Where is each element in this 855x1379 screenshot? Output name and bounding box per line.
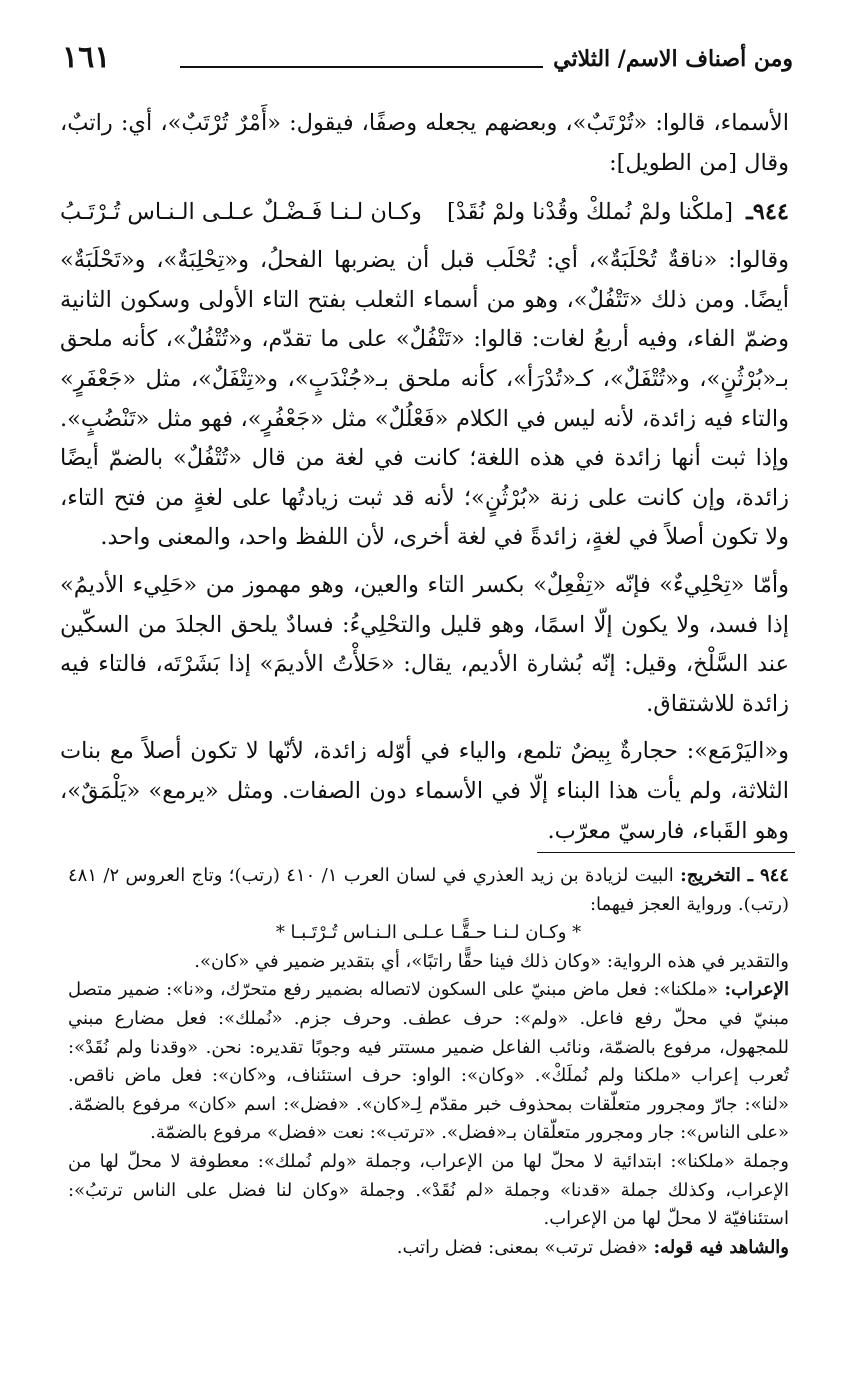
- paragraph-4: و«اليَرْمَع»: حجارةٌ بِيضٌ تلمع، والياء في أوّله زائدة، لأنّها لا تكون أصلاً مع بنات الثلاثة، ولم يأت هذا البناء إلّا في الأسماء دون الصفات. ومثل «يرمع» «يَلْمَقٌ»، وهو القَباء، فارسيّ معرّب.: [60, 738, 789, 844]
- main-text: [60, 104, 789, 851]
- irab-label: الإعراب:: [724, 979, 789, 1001]
- footnote-taqdir: والتقدير في هذه الرواية: «وكان ذلك فينا حقًّا راتبًا»، أي بتقدير ضمير في «كان».: [194, 950, 789, 972]
- footnote-rule: [537, 852, 795, 853]
- chapter-title: ومن أصناف الاسم/ الثلاثي: [553, 46, 793, 72]
- verse-first-hemistich: [ملكْنا ولمْ نُملكْ وقُدْنا ولمْ نُقَدْ]: [447, 199, 733, 226]
- running-header: [62, 40, 793, 84]
- paragraph-1: الأسماء، قالوا: «تُرْتَبٌ»، وبعضهم يجعله وصفًا، فيقول: «أَمْرٌ تُرْتَبٌ»، أي: راتبٌ، وقال [من الطويل]:: [60, 110, 789, 176]
- irab-text: «ملكنا»: فعل ماض مبنيّ على السكون لاتصاله بضمير رفع متحرّك، و«نا»: ضمير متصل مبنيّ في محلّ رفع فاعل. «ولم»: حرف عطف. وحرف جزم. «نُملك»: فعل مضارع مبني للمجهول، مرفوع بالضمّة، ونائب الفاعل ضمير مستتر فيه وجوبًا تقديره: نحن. «وقدنا ولم نُقَدْ»: تُعرب إعراب «ملكنا ولم نُملَكْ». «وكان»: الواو: حرف استئناف، و«كان»: فعل ماض ناقص. «لنا»: جارّ ومجرور متعلّقات بمحذوف خبر مقدّم لِـ«كان». «فضل»: اسم «كان» مرفوع بالضمّة. «على الناس»: جار ومجرور متعلّقان بـ«فضل». «ترتب»: نعت «فضل» مرفوع بالضمّة.: [68, 979, 789, 1144]
- footnote-takhrij-text: البيت لزيادة بن زيد العذري في لسان العرب ١/ ٤١٠ (رتب)؛ وتاج العروس ٢/ ٤٨١ (رتب). ورواية العجز فيهما:: [68, 865, 789, 915]
- footnote-label: ٩٤٤ ـ التخريج:: [680, 865, 789, 886]
- footnote-shahid: [68, 1234, 789, 1263]
- footnote-irab: [68, 976, 789, 1148]
- header-rule: [180, 66, 543, 68]
- page-number: ١٦١: [62, 40, 111, 75]
- footnote: [68, 862, 789, 1262]
- paragraph-3: وأمّا «تِحْلِيءٌ» فإنّه «تِفْعِلٌ» بكسر التاء والعين، وهو مهموز من «حَلِيء الأديمُ» إذا فسد، ولا يكون إلّا اسمًا، وهو قليل والتحْلِيءُ: فسادٌ يلحق الجلدَ من السكّين عند السَّلْخ، وقيل: إنّه بُشارة الأديم، يقال: «حَلأْتُ الأديمَ» إذا بَشَرْتَه، فالتاء فيه زائدة للاشتقاق.: [60, 571, 789, 717]
- verse-number: ٩٤٤ـ: [746, 199, 789, 226]
- shahid-text: «فضل ترتب» بمعنى: فضل راتب.: [396, 1236, 648, 1258]
- footnote-jumal: وجملة «ملكنا»: ابتدائية لا محلّ لها من الإعراب، وجملة «ولم نُملك»: معطوفة لا محلّ لها من الإعراب، وكذلك جملة «قدنا» وجملة «لم نُقَدْ». وجملة «وكان لنا فضل على الناس ترتبُ»: استئنافيّة لا محلّ لها من الإعراب.: [68, 1150, 789, 1230]
- footnote-variant-verse: * وكـان لـنـا حـقًّـا عـلـى الـنـاس تُـرْتَـبـا *: [275, 922, 582, 944]
- verse-944: [60, 191, 789, 233]
- shahid-label: والشاهد فيه قوله:: [653, 1236, 789, 1258]
- paragraph-2: وقالوا: «ناقةٌ تُحْلَبَةٌ»، أي: تُحْلَب قبل أن يضربها الفحلُ، و«تِحْلِبَةٌ»، و«تَحْلَبَةٌ» أيضًا. ومن ذلك «تَتْفُلٌ»، وهو من أسماء الثعلب بفتح التاء الأولى وسكون الثانية وضمّ الفاء، وفيه أربعُ لغات: قالوا: «تَتْفُلٌ» على ما تقدّم، و«تُتْفُلٌ»، كأنه ملحق بـ«بُرْثُنٍ»، و«تُتْفَلٌ»، كـ«تُدْرَأ»، كأنه ملحق بـ«جُنْدَبٍ»، و«تِتْفَلٌ»، مثل «جَعْفَرٍ» والتاء فيه زائدة، لأنه ليس في الكلام «فَعْلُلٌ» مثل «جَعْفُرٍ»، فهو مثل «تَنْضُبٍ». وإذا ثبت أنها زائدة في هذه اللغة؛ كانت في لغة من قال «تُتْفُلٌ» بالضمّ أيضًا زائدة، وإن كانت على زنة «بُرْثُنٍ»؛ لأنه قد ثبت زيادتُها على لغةٍ من فتح التاء، ولا تكون أصلاً في لغةٍ، زائدةً في لغة أخرى، لأن اللفظ واحد، والمعنى واحد.: [60, 247, 789, 551]
- verse-second-hemistich: وكـان لـنـا فَـضْـلٌ عـلـى الـنـاس تُـرْتَـبُ: [60, 199, 422, 226]
- footnote-takhrij: [68, 862, 789, 919]
